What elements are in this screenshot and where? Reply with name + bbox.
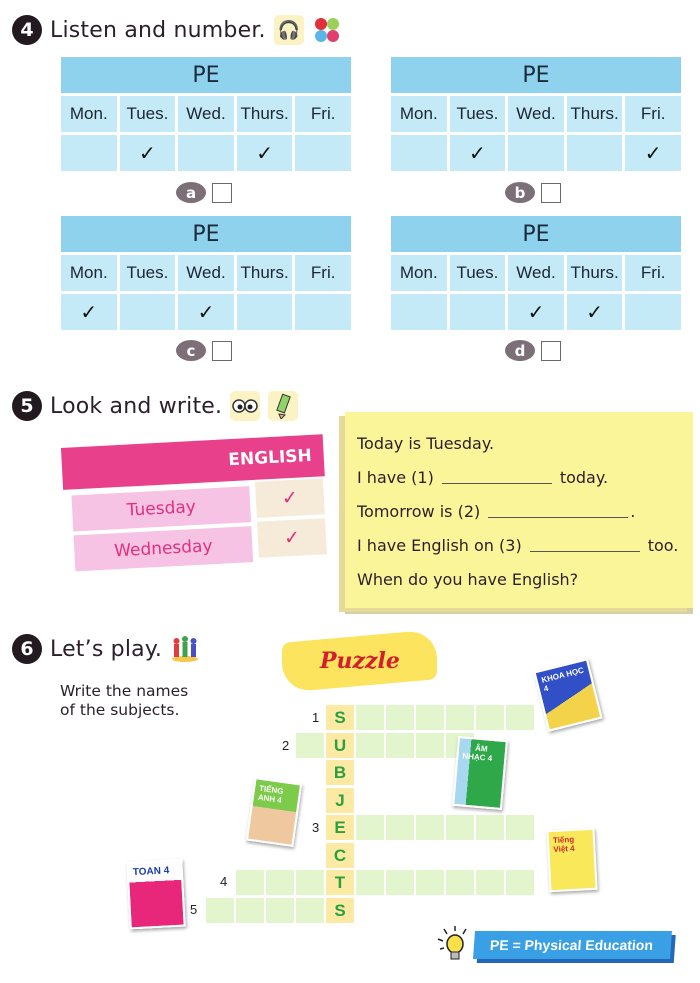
crossword-cell[interactable] xyxy=(506,815,534,840)
crossword-cell[interactable] xyxy=(416,733,444,758)
exercise-number-badge: 6 xyxy=(12,634,42,664)
key-letter-cell: U xyxy=(326,733,354,758)
row-number: 2 xyxy=(282,738,290,753)
crossword-cell[interactable] xyxy=(296,870,324,895)
table-header: PE xyxy=(391,216,681,252)
crossword-cell[interactable] xyxy=(236,898,264,923)
book-title: Tiếng Việt 4 xyxy=(552,834,575,854)
tip-text: PE = Physical Education xyxy=(473,931,672,959)
crossword-cell[interactable] xyxy=(446,815,474,840)
day-cell-wednesday: Wednesday xyxy=(74,526,254,571)
key-letter-cell: C xyxy=(326,843,354,868)
option-letter: b xyxy=(505,182,535,203)
crossword-cell[interactable] xyxy=(356,733,384,758)
exercise-title: Listen and number. xyxy=(50,17,266,43)
day-cell: Mon. xyxy=(391,255,447,291)
day-cell-tuesday: Tuesday xyxy=(71,486,251,531)
table-header: PE xyxy=(61,57,351,93)
tip-banner xyxy=(434,925,671,965)
note-line-5: When do you have English? xyxy=(357,569,579,589)
book-title: KHOA HỌC 4 xyxy=(540,665,585,694)
day-cell: Wed. xyxy=(178,255,234,291)
crossword-cell[interactable] xyxy=(506,705,534,730)
key-letter-cell: J xyxy=(326,788,354,813)
book-vietnamese xyxy=(546,828,597,892)
key-letter-cell: T xyxy=(326,870,354,895)
exercise-number-badge: 4 xyxy=(12,15,42,45)
crossword-cell[interactable] xyxy=(506,870,534,895)
row-number: 3 xyxy=(312,820,320,835)
banner-text: Puzzle xyxy=(319,648,400,675)
tick-cell: ✓ xyxy=(625,135,681,171)
book-title: TOAN 4 xyxy=(132,865,170,879)
exercise-number-badge: 5 xyxy=(12,391,42,421)
tick-cell: ✓ xyxy=(178,294,234,330)
day-cell: Mon. xyxy=(391,96,447,132)
crossword-cell[interactable] xyxy=(386,815,414,840)
day-cell: Thurs. xyxy=(237,255,293,291)
crossword-cell[interactable] xyxy=(476,870,504,895)
option-letter: c xyxy=(176,340,206,361)
key-letter-cell: S xyxy=(326,705,354,730)
book-title: TIẾNG ANH 4 xyxy=(257,783,285,805)
headphones-face-icon: 🎧 xyxy=(274,15,304,45)
instruction-line: Write the names xyxy=(60,682,189,700)
crossword-cell[interactable] xyxy=(386,870,414,895)
instruction-line: of the subjects. xyxy=(60,701,180,719)
table-header: PE xyxy=(61,216,351,252)
table-header: PE xyxy=(391,57,681,93)
crossword-cell[interactable] xyxy=(476,815,504,840)
book-music xyxy=(452,736,508,810)
day-cell: Thurs. xyxy=(567,255,623,291)
crossword-cell[interactable] xyxy=(356,815,384,840)
crossword-cell[interactable] xyxy=(386,705,414,730)
crossword-cell[interactable] xyxy=(416,815,444,840)
book-english xyxy=(246,777,302,847)
sentence-text: . xyxy=(630,501,636,521)
day-cell: Tues. xyxy=(120,255,176,291)
day-cell: Wed. xyxy=(508,96,564,132)
note-line-1: Today is Tuesday. xyxy=(357,433,495,453)
day-cell: Fri. xyxy=(295,255,351,291)
crossword-cell[interactable] xyxy=(266,898,294,923)
tick-cell: ✓ xyxy=(450,135,506,171)
exercise-title: Look and write. xyxy=(50,393,223,419)
crossword-cell[interactable] xyxy=(476,705,504,730)
day-cell: Mon. xyxy=(61,96,117,132)
row-number: 4 xyxy=(220,874,228,889)
table-header: ENGLISH xyxy=(61,434,325,490)
lightbulb-icon xyxy=(434,925,472,965)
row-number: 5 xyxy=(190,902,198,917)
sentence-text: too. xyxy=(647,535,679,555)
book-title: ÂM NHẠC 4 xyxy=(462,743,493,763)
tick-cell: ✓ xyxy=(255,478,325,518)
sentence-text: today. xyxy=(559,467,609,487)
day-cell: Tues. xyxy=(450,255,506,291)
book-math xyxy=(126,859,185,930)
day-cell: Mon. xyxy=(61,255,117,291)
tick-cell: ✓ xyxy=(237,135,293,171)
crossword-cell[interactable] xyxy=(446,705,474,730)
option-letter: a xyxy=(176,182,206,203)
day-cell: Fri. xyxy=(625,255,681,291)
crossword-cell[interactable] xyxy=(416,870,444,895)
tick-cell: ✓ xyxy=(508,294,564,330)
tick-cell: ✓ xyxy=(61,294,117,330)
day-cell: Fri. xyxy=(625,96,681,132)
crossword-cell[interactable] xyxy=(296,733,324,758)
key-letter-cell: B xyxy=(326,760,354,785)
crossword-cell[interactable] xyxy=(416,705,444,730)
crossword-cell[interactable] xyxy=(446,870,474,895)
key-letter-cell: E xyxy=(326,815,354,840)
sentence-text: I have (1) xyxy=(357,467,434,487)
tick-cell: ✓ xyxy=(257,518,327,558)
day-cell: Thurs. xyxy=(567,96,623,132)
crossword-cell[interactable] xyxy=(356,705,384,730)
exercise-title: Let’s play. xyxy=(50,636,163,662)
tick-cell: ✓ xyxy=(567,294,623,330)
tick-cell: ✓ xyxy=(120,135,176,171)
row-number: 1 xyxy=(312,710,320,725)
sentence-text: I have English on (3) xyxy=(357,535,522,555)
day-cell: Fri. xyxy=(295,96,351,132)
day-cell: Wed. xyxy=(178,96,234,132)
day-cell: Tues. xyxy=(450,96,506,132)
crossword-cell[interactable] xyxy=(236,870,264,895)
crossword-cell[interactable] xyxy=(266,870,294,895)
key-letter-cell: S xyxy=(326,898,354,923)
crossword-cell[interactable] xyxy=(386,733,414,758)
day-cell: Tues. xyxy=(120,96,176,132)
day-cell: Wed. xyxy=(508,255,564,291)
crossword-cell[interactable] xyxy=(206,898,234,923)
option-letter: d xyxy=(505,340,535,361)
day-cell: Thurs. xyxy=(237,96,293,132)
crossword-cell[interactable] xyxy=(296,898,324,923)
crossword-cell[interactable] xyxy=(356,870,384,895)
sentence-text: Tomorrow is (2) xyxy=(357,501,481,521)
